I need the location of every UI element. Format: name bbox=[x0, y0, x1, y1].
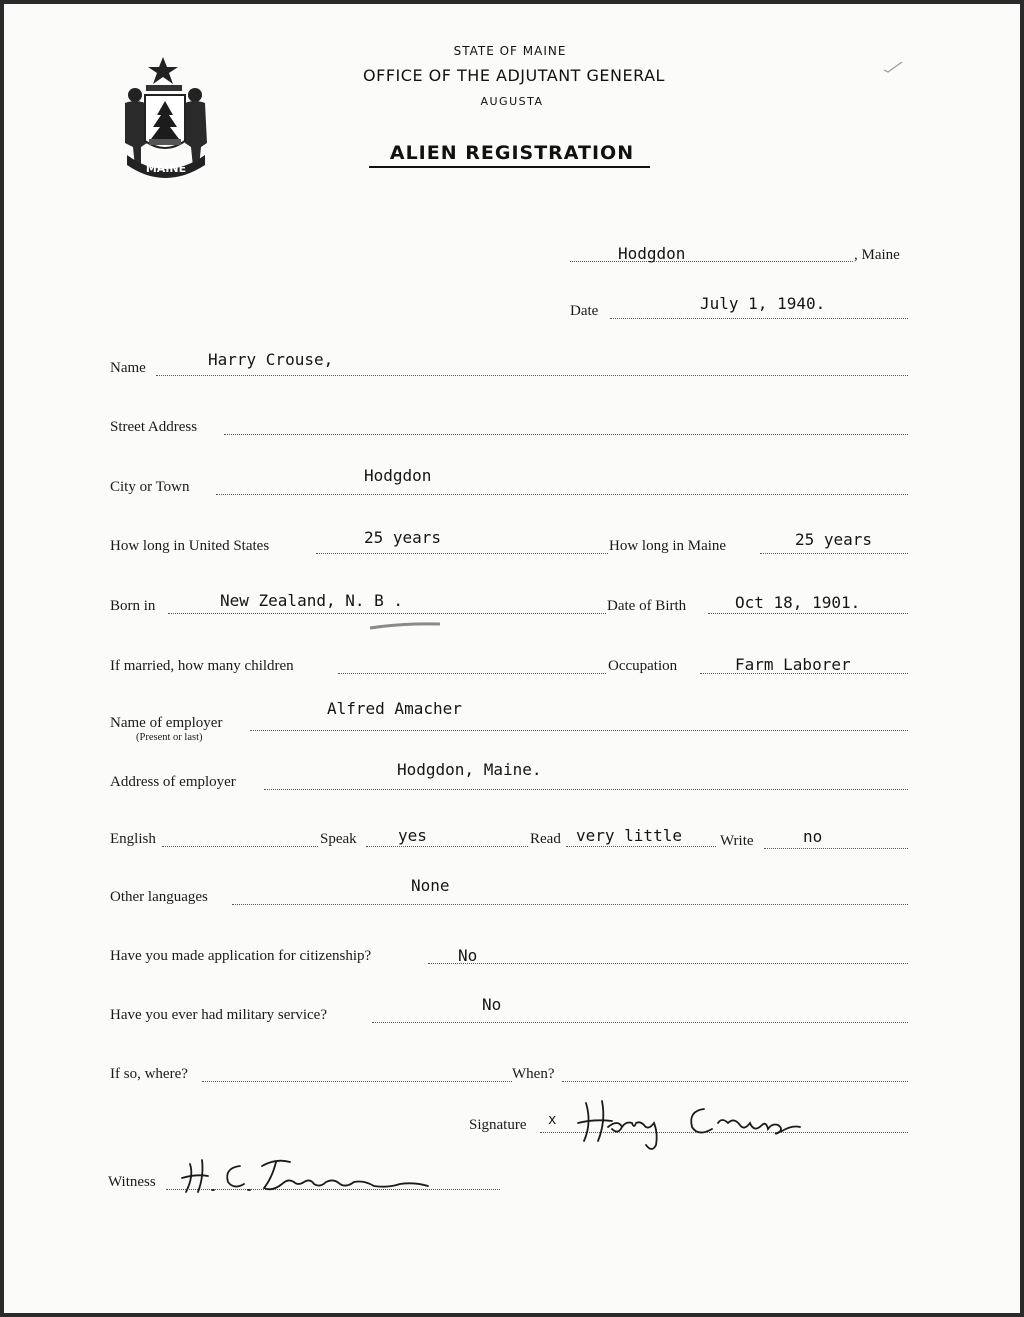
military-label: Have you ever had military service? bbox=[110, 1007, 327, 1023]
children-label: If married, how many children bbox=[110, 658, 294, 674]
english-label: English bbox=[110, 831, 156, 847]
citizenship-value: No bbox=[458, 946, 478, 965]
svg-text:H. C. Treace: H. C. Treace bbox=[178, 1152, 184, 1153]
where-label: If so, where? bbox=[110, 1066, 188, 1082]
form-title: ALIEN REGISTRATION bbox=[389, 142, 635, 164]
citizenship-line bbox=[428, 963, 908, 964]
speak-line bbox=[366, 846, 528, 847]
occupation-label: Occupation bbox=[608, 658, 678, 674]
employer-value: Alfred Amacher bbox=[327, 699, 462, 718]
title-underline bbox=[369, 166, 650, 168]
how-long-us-label: How long in United States bbox=[110, 538, 270, 554]
how-long-us-line bbox=[316, 553, 608, 554]
date-of-birth-value: Oct 18, 1901. bbox=[735, 593, 861, 612]
other-languages-value: None bbox=[411, 876, 450, 895]
how-long-maine-value: 25 years bbox=[795, 530, 873, 549]
occupation-value: Farm Laborer bbox=[735, 655, 851, 674]
city-line bbox=[216, 494, 908, 495]
street-label: Street Address bbox=[110, 419, 198, 435]
signature-mark: x bbox=[548, 1112, 557, 1128]
city-value: Hodgdon bbox=[364, 466, 432, 485]
header-city: AUGUSTA bbox=[480, 95, 544, 108]
write-value: no bbox=[803, 827, 823, 846]
date-label: Date bbox=[570, 303, 599, 319]
name-line bbox=[156, 375, 908, 376]
header-state: STATE OF MAINE bbox=[453, 44, 567, 58]
svg-text:MAINE: MAINE bbox=[145, 162, 187, 175]
write-line bbox=[764, 848, 908, 849]
witness-signature-image bbox=[178, 1152, 440, 1198]
employer-address-line bbox=[264, 789, 908, 790]
signature-image bbox=[572, 1093, 834, 1155]
date-line bbox=[610, 318, 908, 319]
date-of-birth-line bbox=[708, 613, 908, 614]
where-line bbox=[202, 1081, 512, 1082]
write-label: Write bbox=[720, 833, 754, 849]
place-line bbox=[570, 261, 853, 262]
read-label: Read bbox=[530, 831, 561, 847]
how-long-maine-line bbox=[760, 553, 908, 554]
speak-label: Speak bbox=[320, 831, 357, 847]
date-value: July 1, 1940. bbox=[700, 294, 826, 313]
born-in-label: Born in bbox=[110, 598, 156, 614]
when-line bbox=[562, 1081, 908, 1082]
other-languages-line bbox=[232, 904, 908, 905]
name-value: Harry Crouse, bbox=[208, 350, 334, 369]
svg-text:Harry Crouse: Harry Crouse bbox=[572, 1093, 578, 1094]
military-value: No bbox=[482, 995, 502, 1014]
born-in-line bbox=[168, 613, 606, 614]
read-value: very little bbox=[576, 826, 682, 845]
when-label: When? bbox=[512, 1066, 555, 1082]
speak-value: yes bbox=[398, 826, 427, 845]
children-line bbox=[338, 673, 606, 674]
place-town-value: Hodgdon bbox=[618, 244, 686, 263]
employer-address-value: Hodgdon, Maine. bbox=[397, 760, 542, 779]
signature-label: Signature bbox=[469, 1117, 527, 1133]
other-languages-label: Other languages bbox=[110, 889, 208, 905]
english-line bbox=[162, 846, 318, 847]
name-label: Name bbox=[110, 360, 146, 376]
born-in-value: New Zealand, N. B . bbox=[220, 591, 404, 610]
how-long-maine-label: How long in Maine bbox=[609, 538, 727, 554]
read-line bbox=[566, 846, 716, 847]
date-of-birth-label: Date of Birth bbox=[607, 598, 687, 614]
street-line bbox=[224, 434, 908, 435]
city-label: City or Town bbox=[110, 479, 190, 495]
witness-label: Witness bbox=[108, 1174, 156, 1190]
employer-sublabel: (Present or last) bbox=[136, 732, 203, 743]
military-line bbox=[372, 1022, 908, 1023]
header-office: OFFICE OF THE ADJUTANT GENERAL bbox=[363, 66, 665, 85]
citizenship-label: Have you made application for citizenship? bbox=[110, 948, 372, 964]
employer-label: Name of employer bbox=[110, 715, 223, 731]
employer-line bbox=[250, 730, 908, 731]
place-state-suffix: , Maine bbox=[854, 247, 900, 263]
how-long-us-value: 25 years bbox=[364, 528, 442, 547]
pencil-mark-icon bbox=[368, 620, 442, 632]
employer-address-label: Address of employer bbox=[110, 774, 236, 790]
check-mark-icon bbox=[882, 58, 906, 74]
maine-seal-icon bbox=[113, 55, 219, 183]
